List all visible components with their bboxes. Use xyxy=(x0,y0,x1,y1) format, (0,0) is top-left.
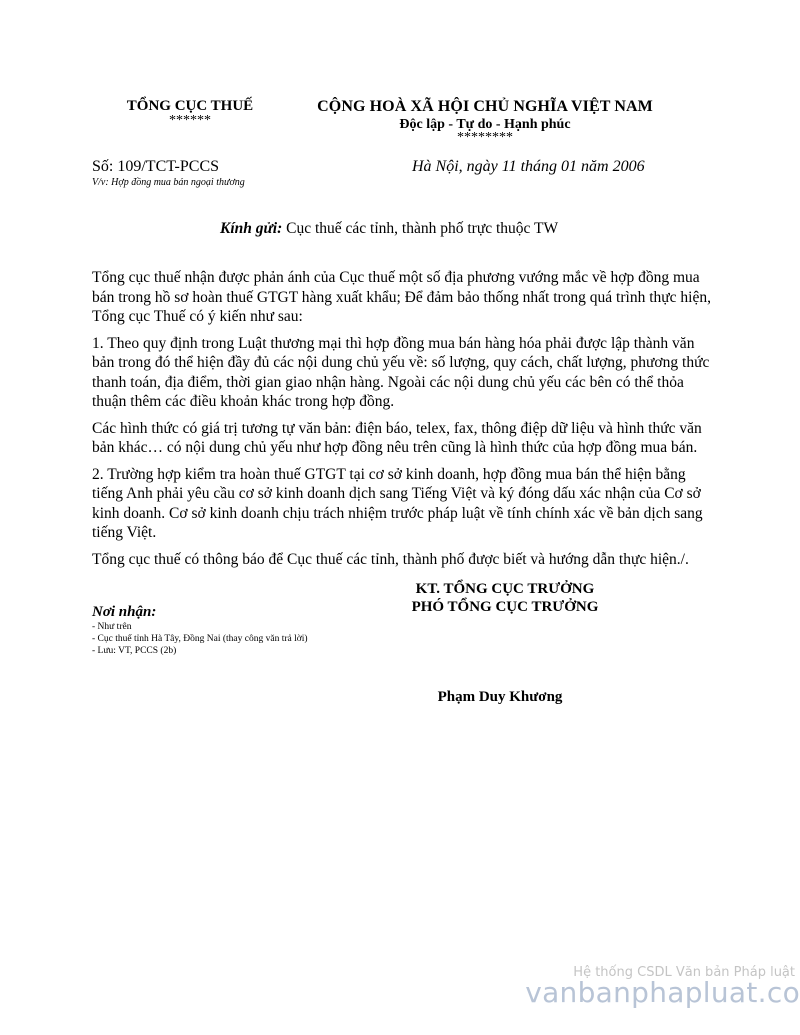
republic-title: CỘNG HOÀ XÃ HỘI CHỦ NGHĨA VIỆT NAM xyxy=(317,98,653,115)
watermark-caption: Hệ thống CSDL Văn bản Pháp luật xyxy=(573,965,795,980)
body-paragraph: 1. Theo quy định trong Luật thương mại thì hợp đồng mua bán hàng hóa phải được lập thành văn bản trong đó thể hiện đầy đủ các nội dung chủ yếu về: số lượng, quy cách, chất lượng, phương thức thanh toán, địa điểm, thời gian giao nhận hàng. Ngoài các nội dung chủ yếu các bên có thể thỏa thuận thêm các điều khoản khác trong hợp đồng. xyxy=(92,334,710,410)
recipients-items xyxy=(92,621,308,657)
recipient-label: Kính gửi: xyxy=(220,220,283,237)
body-paragraph: Tổng cục thuế nhận được phản ánh của Cục thuế một số địa phương vướng mắc về hợp đồng mua bán trong hồ sơ hoàn thuế GTGT hàng xuất khẩu; Để đảm bảo thống nhất trong quá trình thực hiện, Tổng cục Thuế có ý kiến như sau: xyxy=(92,269,711,325)
agency-stars: ****** xyxy=(169,113,211,128)
body-paragraph: 2. Trường hợp kiểm tra hoàn thuế GTGT tại cơ sở kinh doanh, hợp đồng mua bán thể hiện bằng tiếng Anh phải yêu cầu cơ sở kinh doanh dịch sang Tiếng Việt và ký đóng dấu xác nhận của Cơ sở kinh doanh. Cơ sở kinh doanh chịu trách nhiệm trước pháp luật về tính chính xác về bản dịch sang tiếng Việt. xyxy=(92,465,703,541)
signature-block xyxy=(380,580,630,616)
signer-name: Phạm Duy Khương xyxy=(437,689,563,705)
body-paragraph: Các hình thức có giá trị tương tự văn bản: điện báo, telex, fax, thông điệp dữ liệu và hình thức văn bản khác… có nội dung chủ yếu như hợp đồng nêu trên cũng là hình thức của hợp đồng mua bán. xyxy=(92,419,702,456)
recipient-line xyxy=(220,220,558,238)
body-paragraph: Tổng cục thuế có thông báo để Cục thuế các tỉnh, thành phố được biết và hướng dẫn thực hiện./. xyxy=(92,550,689,568)
document-number: Số: 109/TCT-PCCS xyxy=(92,158,220,175)
recipients-list xyxy=(92,604,308,657)
document-body xyxy=(92,268,717,576)
watermark-site: vanbanphapluat.co xyxy=(525,976,800,1009)
republic-header xyxy=(270,98,700,146)
recipients-heading: Nơi nhận: xyxy=(92,604,157,620)
recipient-item: - Như trên xyxy=(92,622,132,632)
signature-title-2: PHÓ TỔNG CỤC TRƯỞNG xyxy=(411,599,599,615)
motto: Độc lập - Tự do - Hạnh phúc xyxy=(399,117,571,132)
agency-name: TỔNG CỤC THUẾ xyxy=(126,98,254,114)
motto-stars: ******** xyxy=(457,130,513,145)
signature-title-1: KT. TỔNG CỤC TRƯỞNG xyxy=(415,581,595,597)
recipient-item: - Lưu: VT, PCCS (2b) xyxy=(92,646,177,656)
recipient-value: Cục thuế các tỉnh, thành phố trực thuộc TW xyxy=(286,220,559,237)
agency-header xyxy=(90,98,290,129)
document-subject: V/v: Hợp đồng mua bán ngoại thương xyxy=(92,177,245,188)
place-date: Hà Nội, ngày 11 tháng 01 năm 2006 xyxy=(412,158,645,175)
recipient-item: - Cục thuế tỉnh Hà Tây, Đồng Nai (thay công văn trả lời) xyxy=(92,634,308,644)
